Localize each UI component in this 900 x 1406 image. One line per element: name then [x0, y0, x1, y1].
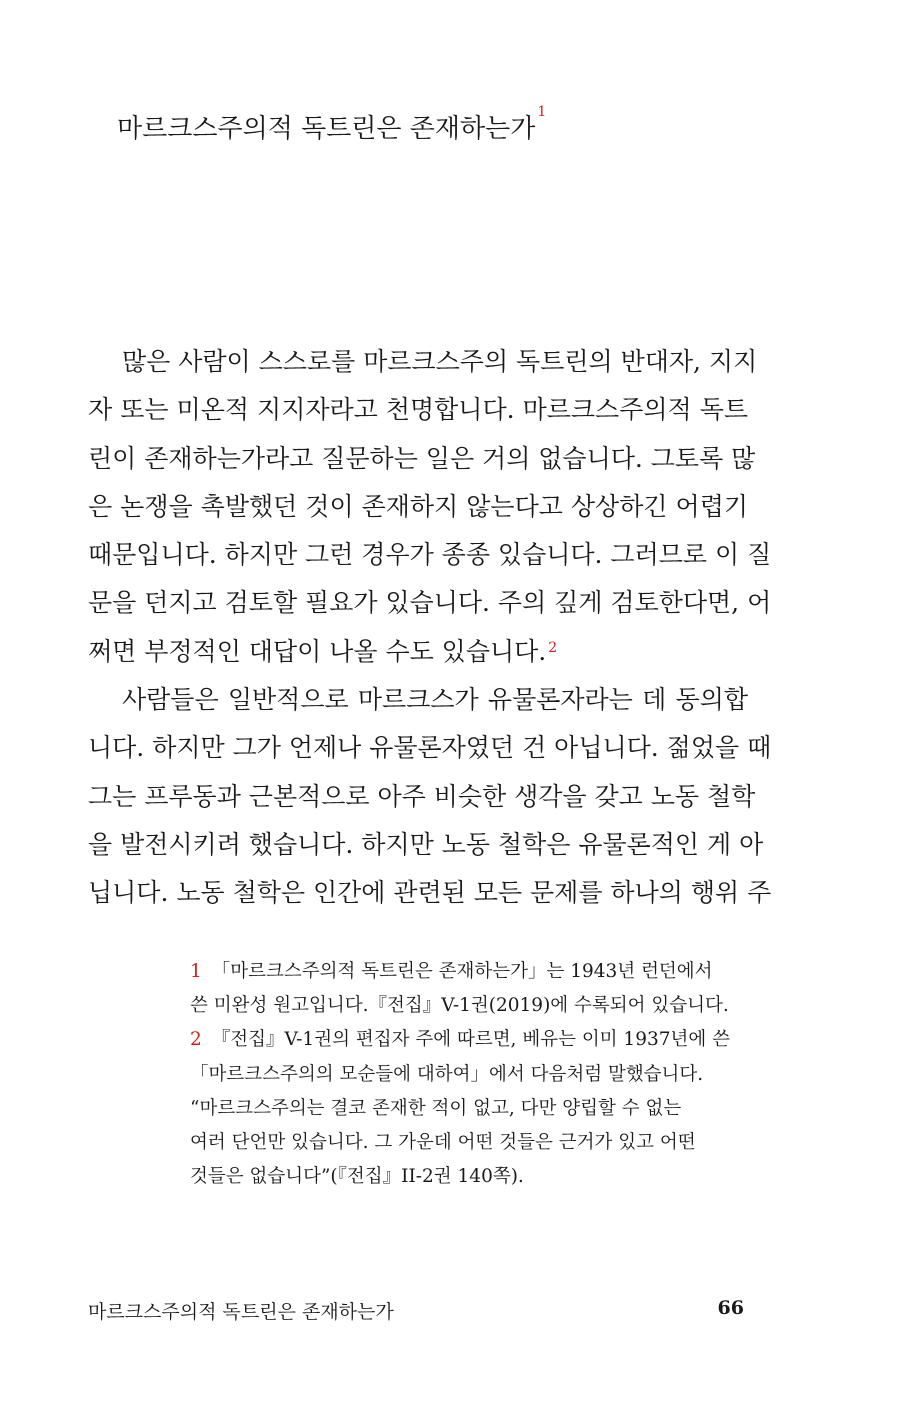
- body-line-text: 쩌면 부정적인 대답이 나올 수도 있습니다.: [88, 636, 547, 666]
- body-line: 을 발전시키려 했습니다. 하지만 노동 철학은 유물론적인 게 아: [88, 829, 764, 859]
- body-line: 사람들은 일반적으로 마르크스가 유물론자라는 데 동의합: [122, 685, 748, 715]
- chapter-title-text: 마르크스주의적 독트린은 존재하는가: [117, 114, 536, 144]
- footnote-2-line: 「마르크스주의의 모순들에 대하여」에서 다음처럼 말했습니다.: [190, 1063, 704, 1085]
- footnote-text: 「마르크스주의적 독트린은 존재하는가」는 1943년 런던에서: [211, 961, 713, 982]
- body-line: 많은 사람이 스스로를 마르크스주의 독트린의 반대자, 지지: [122, 347, 758, 376]
- body-line: 그는 프루동과 근본적으로 아주 비슷한 생각을 갖고 노동 철학: [88, 781, 756, 811]
- footnote-number: 1: [190, 961, 202, 982]
- body-line: 자 또는 미온적 지지자라고 천명합니다. 마르크스주의적 독트: [88, 395, 748, 425]
- footnote-ref-2[interactable]: 2: [548, 639, 558, 656]
- footnote-1-line: 쓴 미완성 원고입니다.『전집』V-1권(2019)에 수록되어 있습니다.: [190, 995, 729, 1017]
- body-line: 은 논쟁을 촉발했던 것이 존재하지 않는다고 상상하긴 어렵기: [88, 491, 748, 521]
- chapter-title: [117, 104, 547, 145]
- footnote-text: 『전집』V-1권의 편집자 주에 따르면, 베유는 이미 1937년에 쓴: [211, 1029, 731, 1051]
- body-line: 문을 던지고 검토할 필요가 있습니다. 주의 깊게 검토한다면, 어: [88, 588, 772, 618]
- footnote-2-line: 여러 단언만 있습니다. 그 가운데 어떤 것들은 근거가 있고 어떤: [190, 1131, 696, 1153]
- body-line: 때문입니다. 하지만 그런 경우가 종종 있습니다. 그러므로 이 질: [88, 540, 772, 570]
- page-number: 66: [717, 1297, 744, 1319]
- body-line-last: [88, 628, 748, 676]
- footnote-2-line: [190, 1023, 745, 1057]
- body-line: 니다. 하지만 그가 언제나 유물론자였던 건 아닙니다. 젊었을 때: [88, 733, 772, 763]
- body-text: [88, 338, 772, 918]
- footnotes: [190, 955, 745, 1194]
- body-line: 닙니다. 노동 철학은 인간에 관련된 모든 문제를 하나의 행위 주: [88, 878, 772, 908]
- footnote-1-line: [190, 955, 745, 989]
- running-footer-title: 마르크스주의적 독트린은 존재하는가: [88, 1301, 394, 1323]
- footnote-ref-1[interactable]: 1: [537, 104, 547, 120]
- footnote-2-line: 것들은 없습니다”(『전집』II-2권 140쪽).: [190, 1166, 524, 1188]
- body-line: 린이 존재하는가라고 질문하는 일은 거의 없습니다. 그토록 많: [88, 443, 756, 473]
- footnote-2-line: “마르크스주의는 결코 존재한 적이 없고, 다만 양립할 수 없는: [190, 1097, 682, 1119]
- footnote-number: 2: [190, 1029, 202, 1051]
